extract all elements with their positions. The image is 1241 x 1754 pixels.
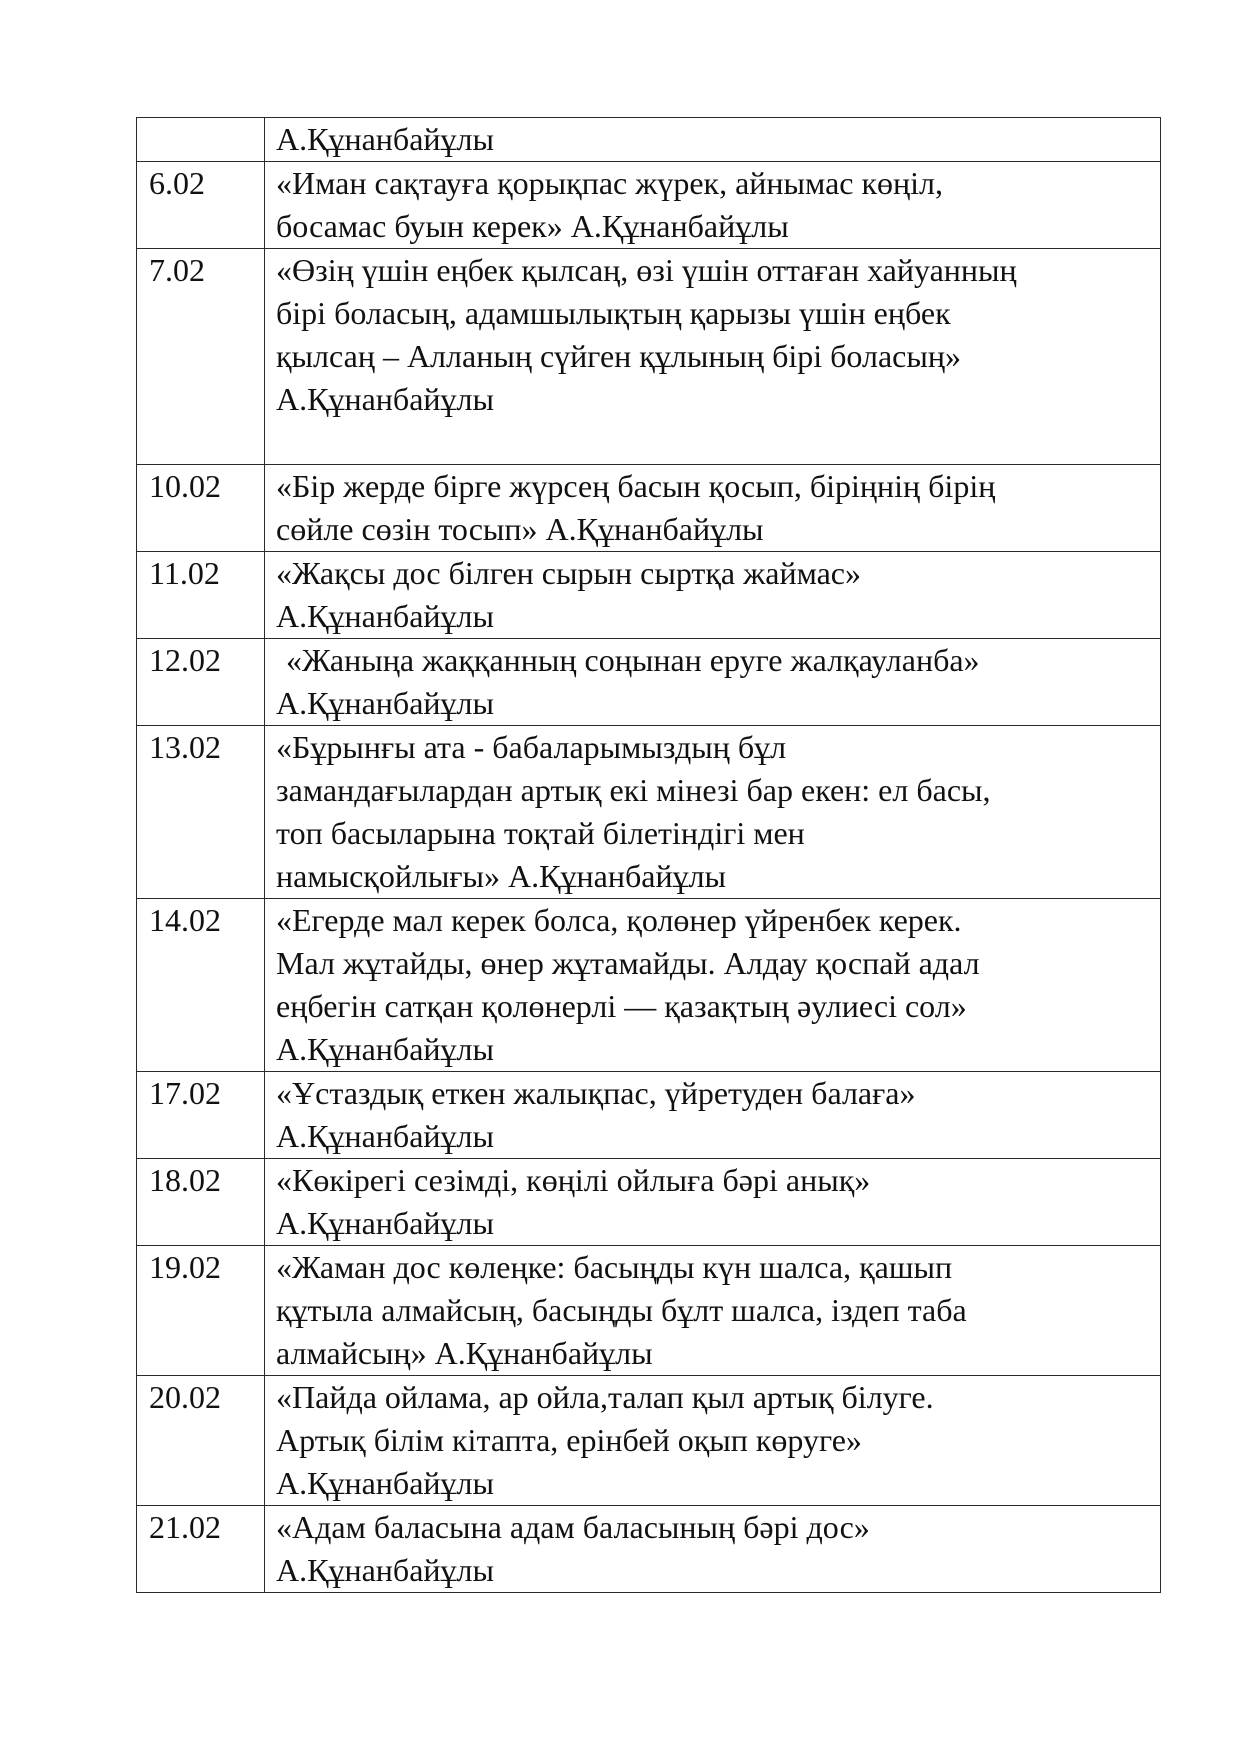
table-row <box>137 1506 1161 1593</box>
quote-cell <box>265 1506 1161 1593</box>
quote-cell <box>265 1072 1161 1159</box>
quote-line: топ басыларына тоқтай білетіндігі мен <box>276 815 805 851</box>
table-row <box>137 639 1161 726</box>
quote-line: А.Құнанбайұлы <box>276 685 494 721</box>
date-cell: 11.02 <box>137 552 265 639</box>
date-cell: 13.02 <box>137 726 265 899</box>
table-row <box>137 465 1161 552</box>
quote-line: замандағылардан артық екі мінезі бар екен: ел басы, <box>276 772 991 808</box>
quote-cell <box>265 552 1161 639</box>
quote-line: «Өзің үшін еңбек қылсаң, өзі үшін оттаған хайуанның <box>276 252 1017 288</box>
table-row <box>137 1376 1161 1506</box>
date-cell <box>137 118 265 162</box>
quote-line: еңбегін сатқан қолөнерлі — қазақтың әулиесі сол» <box>276 988 967 1024</box>
date-cell: 12.02 <box>137 639 265 726</box>
quote-line: «Бұрынғы ата - бабаларымыздың бұл <box>276 729 787 765</box>
quote-cell <box>265 465 1161 552</box>
date-cell: 14.02 <box>137 899 265 1072</box>
date-cell: 19.02 <box>137 1246 265 1376</box>
quote-line: А.Құнанбайұлы <box>276 598 494 634</box>
quote-line: «Иман сақтауға қорықпас жүрек, айнымас көңіл, <box>276 165 943 201</box>
quote-line: А.Құнанбайұлы <box>276 121 494 157</box>
quote-line: А.Құнанбайұлы <box>276 381 494 417</box>
table-row <box>137 162 1161 249</box>
table-row <box>137 552 1161 639</box>
quote-line: «Жақсы дос білген сырын сыртқа жаймас» <box>276 555 861 591</box>
quote-line: А.Құнанбайұлы <box>276 1118 494 1154</box>
quote-line: А.Құнанбайұлы <box>276 1031 494 1067</box>
quote-line: «Адам баласына адам баласының бәрі дос» <box>276 1509 870 1545</box>
table-row <box>137 1159 1161 1246</box>
quote-line: бірі боласың, адамшылықтың қарызы үшін еңбек <box>276 295 951 331</box>
quote-line: Артық білім кітапта, ерінбей оқып көруге» <box>276 1422 862 1458</box>
quote-line: қылсаң – Алланың сүйген құлының бірі боласың» <box>276 338 961 374</box>
table-row <box>137 118 1161 162</box>
quote-cell <box>265 1376 1161 1506</box>
quote-line: «Пайда ойлама, ар ойла,талап қыл артық білуге. <box>276 1379 934 1415</box>
quote-cell <box>265 639 1161 726</box>
table-row <box>137 1072 1161 1159</box>
quote-line: А.Құнанбайұлы <box>276 1465 494 1501</box>
table-row <box>137 899 1161 1072</box>
date-cell: 7.02 <box>137 249 265 465</box>
date-cell: 17.02 <box>137 1072 265 1159</box>
quote-cell <box>265 726 1161 899</box>
quote-line: А.Құнанбайұлы <box>276 1205 494 1241</box>
date-cell: 20.02 <box>137 1376 265 1506</box>
table-row <box>137 249 1161 465</box>
quote-line: намысқойлығы» А.Құнанбайұлы <box>276 858 727 894</box>
quote-cell <box>265 1246 1161 1376</box>
quote-line: «Егерде мал керек болса, қолөнер үйренбек керек. <box>276 902 962 938</box>
quote-line: сөйле сөзін тосып» А.Құнанбайұлы <box>276 511 764 547</box>
quote-line: құтыла алмайсың, басыңды бұлт шалса, іздеп таба <box>276 1292 967 1328</box>
quote-line: Мал жұтайды, өнер жұтамайды. Алдау қоспай адал <box>276 945 980 981</box>
date-cell: 21.02 <box>137 1506 265 1593</box>
quote-line: «Бір жерде бірге жүрсең басын қосып, біріңнің бірің <box>276 468 996 504</box>
quote-cell <box>265 118 1161 162</box>
table-row <box>137 726 1161 899</box>
quote-line: босамас буын керек» А.Құнанбайұлы <box>276 208 789 244</box>
quote-line: «Жаныңа жаққанның соңынан еруге жалқауланба» <box>286 642 980 678</box>
quotes-table <box>136 117 1161 1593</box>
quote-line: «Жаман дос көлеңке: басыңды күн шалса, қашып <box>276 1249 953 1285</box>
quote-cell <box>265 249 1161 465</box>
date-cell: 6.02 <box>137 162 265 249</box>
quote-cell <box>265 1159 1161 1246</box>
quote-line: «Ұстаздық еткен жалықпас, үйретуден балаға» <box>276 1075 916 1111</box>
quote-line: «Көкірегі сезімді, көңілі ойлыға бәрі анық» <box>276 1162 871 1198</box>
table-row <box>137 1246 1161 1376</box>
quote-cell <box>265 899 1161 1072</box>
date-cell: 18.02 <box>137 1159 265 1246</box>
quote-line: А.Құнанбайұлы <box>276 1552 494 1588</box>
date-cell: 10.02 <box>137 465 265 552</box>
quote-line: алмайсың» А.Құнанбайұлы <box>276 1335 653 1371</box>
quote-cell <box>265 162 1161 249</box>
